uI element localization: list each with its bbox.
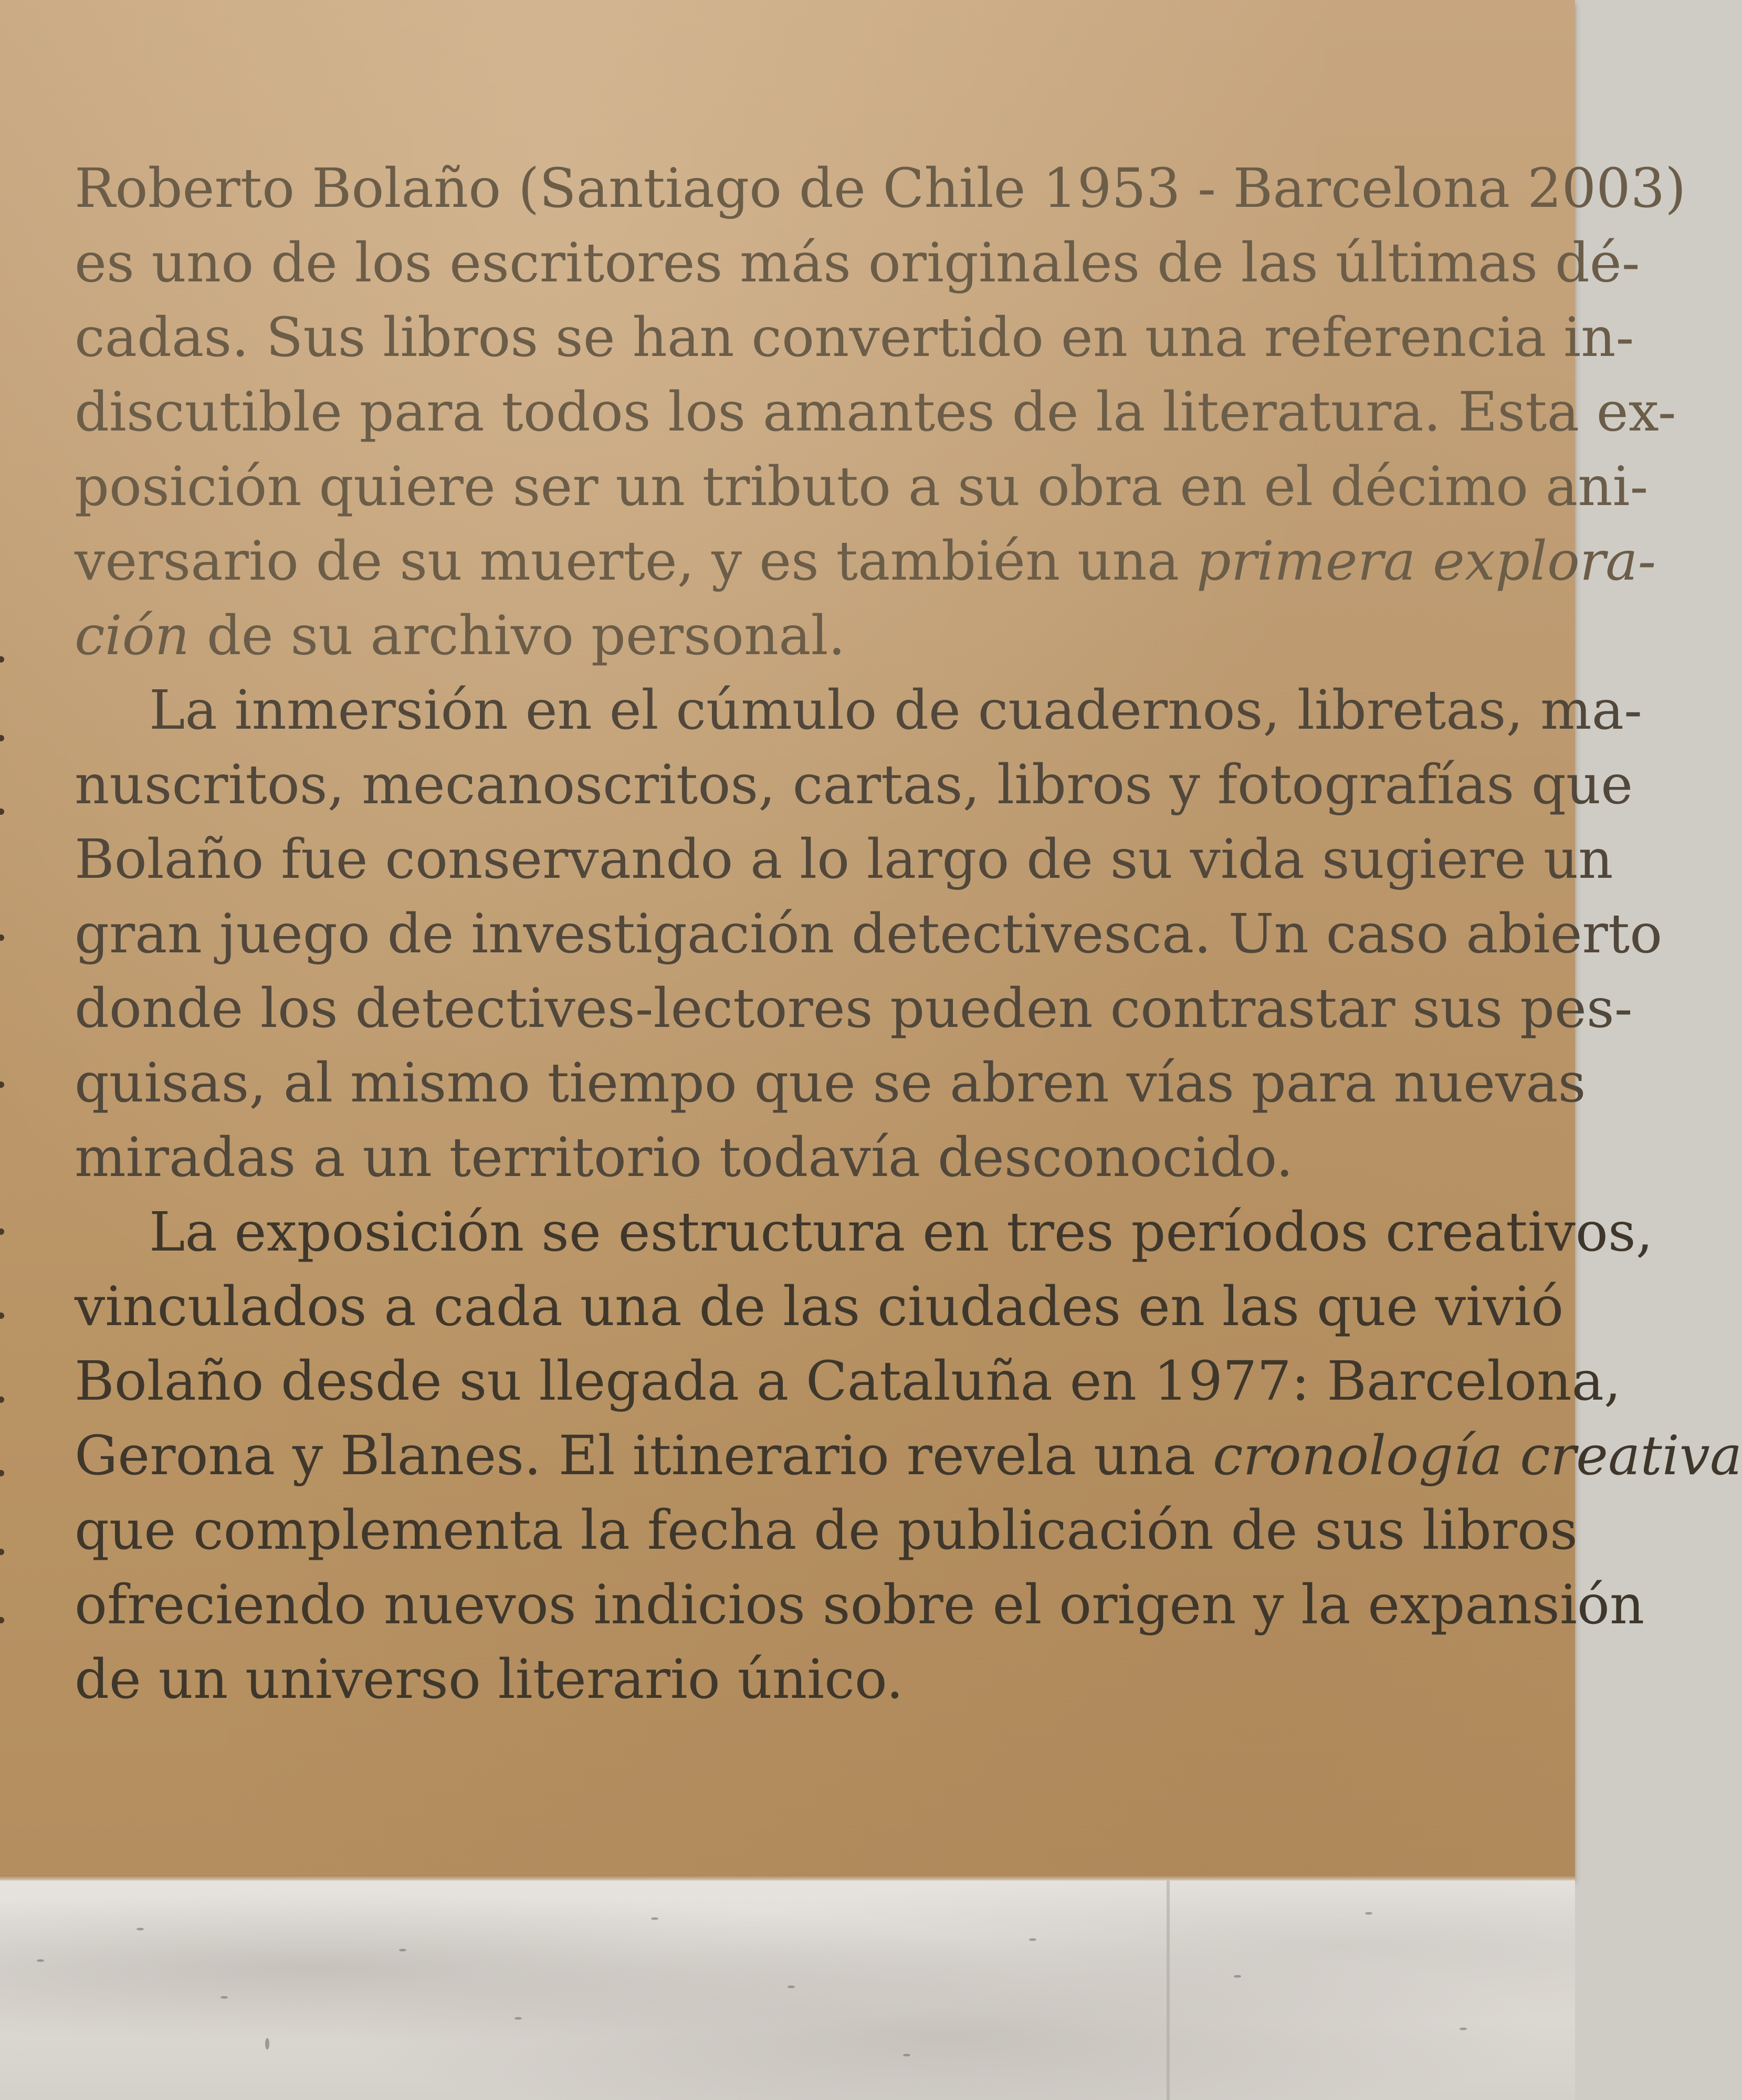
stone-speck xyxy=(788,1986,795,1988)
text-line: miradas a un territorio todavía desconocido. xyxy=(75,1126,1294,1189)
text-run: versario de su muerte, y es también una xyxy=(75,530,1197,593)
text-run: Gerona y Blanes. El itinerario revela una xyxy=(75,1424,1213,1487)
panel-text xyxy=(75,151,1742,1717)
italic-run: cronología creativa xyxy=(1212,1424,1742,1487)
text-line: vinculados a cada una de las ciudades en las que vivió xyxy=(75,1275,1564,1338)
text-run: de su archivo personal. xyxy=(189,604,846,667)
stone-speck xyxy=(1234,1975,1241,1978)
stone-speck xyxy=(37,1959,44,1962)
text-line: Bolaño desde su llegada a Cataluña en 1977: Barcelona, xyxy=(75,1350,1621,1413)
text-line: cadas. Sus libros se han convertido en una referencia in- xyxy=(75,306,1634,369)
text-line-mixed xyxy=(75,1419,1742,1493)
stone-speck xyxy=(515,2017,522,2020)
text-line: es uno de los escritores más originales de las últimas dé- xyxy=(75,232,1640,295)
paragraph-2 xyxy=(75,673,1663,1195)
stone-speck xyxy=(651,1917,658,1920)
stone-speck xyxy=(399,1949,406,1951)
text-line: donde los detectives-lectores pueden contrastar sus pes- xyxy=(75,977,1633,1040)
paragraph-1 xyxy=(75,151,1686,673)
paragraph-3 xyxy=(75,1195,1742,1717)
stone-joint xyxy=(1167,1881,1170,2100)
text-line: Bolaño fue conservando a lo largo de su vida sugiere un xyxy=(75,828,1613,891)
text-line: gran juego de investigación detectivesca. Un caso abierto xyxy=(75,902,1663,965)
stone-speck xyxy=(1460,2028,1467,2030)
text-line: La exposición se estructura en tres períodos creativos, xyxy=(149,1201,1653,1264)
stone-speck xyxy=(903,2054,910,2056)
stone-speck xyxy=(1029,1938,1036,1941)
stone-speck xyxy=(221,1996,228,1999)
stone-speck xyxy=(265,2038,269,2050)
text-line-mixed xyxy=(75,598,1503,673)
text-line-mixed xyxy=(75,524,1656,598)
text-line: ofreciendo nuevos indicios sobre el origen y la expansión xyxy=(75,1573,1645,1636)
stone-speck xyxy=(1365,1912,1372,1915)
stone-floor xyxy=(0,1881,1575,2100)
text-line: discutible para todos los amantes de la literatura. Esta ex- xyxy=(75,381,1676,444)
text-line: nuscritos, mecanoscritos, cartas, libros y fotografías que xyxy=(75,753,1633,816)
panel-bottom-edge xyxy=(0,1875,1575,1881)
text-line: Roberto Bolaño (Santiago de Chile 1953 - Barcelona 2003) xyxy=(75,157,1686,220)
text-line: posición quiere ser un tributo a su obra en el décimo ani- xyxy=(75,455,1649,518)
stone-speck xyxy=(137,1928,144,1930)
text-line: quisas, al mismo tiempo que se abren vías para nuevas xyxy=(75,1052,1586,1115)
text-line: de un universo literario único. xyxy=(75,1648,904,1711)
italic-run: ción xyxy=(75,604,190,667)
text-line: La inmersión en el cúmulo de cuadernos, libretas, ma- xyxy=(149,679,1642,742)
text-line: que complementa la fecha de publicación de sus libros xyxy=(75,1499,1578,1562)
italic-run: primera explora- xyxy=(1196,530,1656,593)
